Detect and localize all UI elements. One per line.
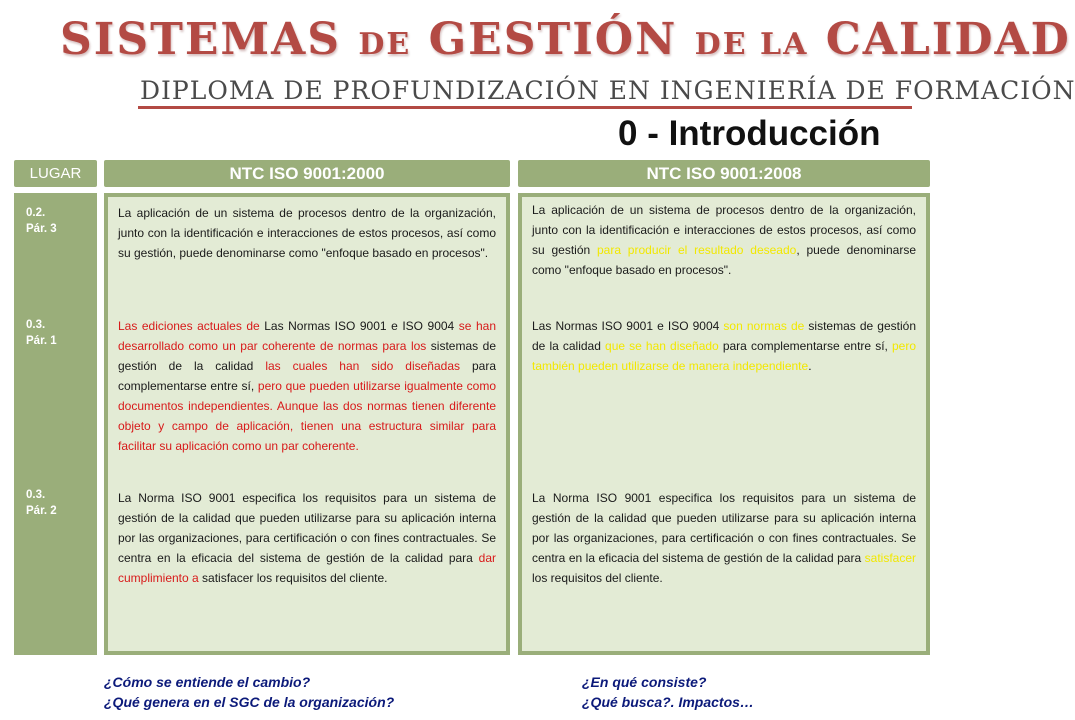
banner-title-word-3: GESTIÓN — [428, 14, 678, 65]
banner-title — [60, 14, 1071, 65]
question-line: ¿Qué genera en el SGC de la organización? — [104, 694, 395, 710]
questions-left — [104, 672, 394, 712]
added-text: para producir el resultado deseado — [596, 243, 797, 257]
removed-text: se han desarrollado como un par coherente de normas para los — [118, 319, 496, 353]
iso-2008-paragraph-1 — [532, 200, 916, 280]
paragraph-text: Las Normas ISO 9001 e ISO 9004 — [259, 319, 459, 333]
banner-title-word-5: CALIDAD — [825, 14, 1071, 65]
banner-title-word-4: DE LA — [694, 27, 809, 62]
iso-2000-paragraph-3 — [118, 488, 496, 588]
location-item — [26, 487, 57, 519]
question-line: ¿En qué consiste? — [582, 674, 707, 690]
paragraph-text: satisfacer los requisitos del cliente. — [198, 571, 388, 585]
question-line: ¿Qué busca?. Impactos… — [582, 694, 754, 710]
banner-title-word-2: DE — [358, 27, 412, 62]
location-ref: 0.3. — [26, 489, 46, 501]
added-text: satisfacer — [864, 551, 916, 565]
location-item — [26, 317, 57, 349]
location-ref: 0.3. — [26, 319, 46, 331]
paragraph-text: para complementarse entre sí, — [718, 339, 892, 353]
iso-2000-paragraph-1: La aplicación de un sistema de procesos dentro de la organización, junto con la identificación e interacciones de estos procesos, así como su gestión, puede denominarse como "enfoque basado en procesos". — [118, 206, 496, 260]
paragraph-text: . — [808, 359, 812, 373]
banner-divider — [138, 106, 912, 109]
removed-text: las cuales han sido diseñadas — [265, 359, 461, 373]
column-header-iso-2000: NTC ISO 9001:2000 — [104, 160, 510, 187]
paragraph-text: para complementarse entre sí, — [118, 359, 497, 393]
questions-right — [582, 672, 754, 712]
removed-text: dar cumplimiento a — [118, 551, 496, 585]
location-ref: 0.2. — [26, 207, 46, 219]
paragraph-text: Las Normas ISO 9001 e ISO 9004 — [532, 319, 724, 333]
banner-subtitle: DIPLOMA DE PROFUNDIZACIÓN EN INGENIERÍA DE FORMACIÓN — [140, 76, 1075, 105]
paragraph-text: sistemas de gestión de la calidad — [118, 339, 496, 373]
location-paragraph: Pár. 3 — [26, 223, 57, 235]
location-paragraph: Pár. 2 — [26, 505, 57, 517]
iso-2008-paragraph-3 — [532, 488, 916, 588]
added-text: pero también pueden utilizarse de manera independiente — [532, 339, 916, 373]
column-header-iso-2008: NTC ISO 9001:2008 — [518, 160, 930, 187]
removed-text: Las ediciones actuales de — [118, 319, 260, 333]
removed-text: pero que pueden utilizarse igualmente como documentos independientes. Aunque las dos normas tienen diferente objeto y campo de aplicación, tienen una estructura similar para facilitar su aplicación como un par coherente. — [118, 379, 496, 453]
location-paragraph: Pár. 1 — [26, 335, 57, 347]
location-column — [14, 193, 97, 655]
paragraph-text: La aplicación de un sistema de procesos dentro de la organización, junto con la identificación e interacciones de estos procesos, así como su gestión — [532, 203, 916, 257]
section-title: 0 - Introducción — [618, 114, 881, 153]
iso-2000-paragraph-2 — [118, 316, 496, 456]
paragraph-text: La Norma ISO 9001 especifica los requisitos para un sistema de gestión de la calidad que pueden utilizarse para su aplicación interna por las organizaciones, para certificación o con fines contractuales. Se centra en la eficacia del sistema de gestión de la calidad para — [118, 491, 496, 565]
iso-2000-column — [104, 193, 510, 655]
added-text: son normas de — [723, 319, 805, 333]
paragraph-text: los requisitos del cliente. — [532, 571, 663, 585]
column-header-lugar: LUGAR — [14, 160, 97, 187]
location-item — [26, 205, 57, 237]
paragraph-text: La Norma ISO 9001 especifica los requisitos para un sistema de gestión de la calidad que pueden utilizarse para su aplicación interna por las organizaciones, para certificación o con fines contractuales. Se centra en la eficacia del sistema de gestión de la calidad para — [532, 491, 916, 565]
iso-2008-paragraph-2 — [532, 316, 916, 376]
paragraph-text: sistemas de gestión de la calidad — [532, 319, 916, 353]
title-banner — [0, 0, 1075, 118]
question-line: ¿Cómo se entiende el cambio? — [104, 674, 311, 690]
banner-title-word-1: SISTEMAS — [60, 14, 342, 65]
added-text: que se han diseñado — [605, 339, 719, 353]
iso-2008-column — [518, 193, 930, 655]
paragraph-text: , puede denominarse como "enfoque basado en procesos". — [532, 243, 916, 277]
